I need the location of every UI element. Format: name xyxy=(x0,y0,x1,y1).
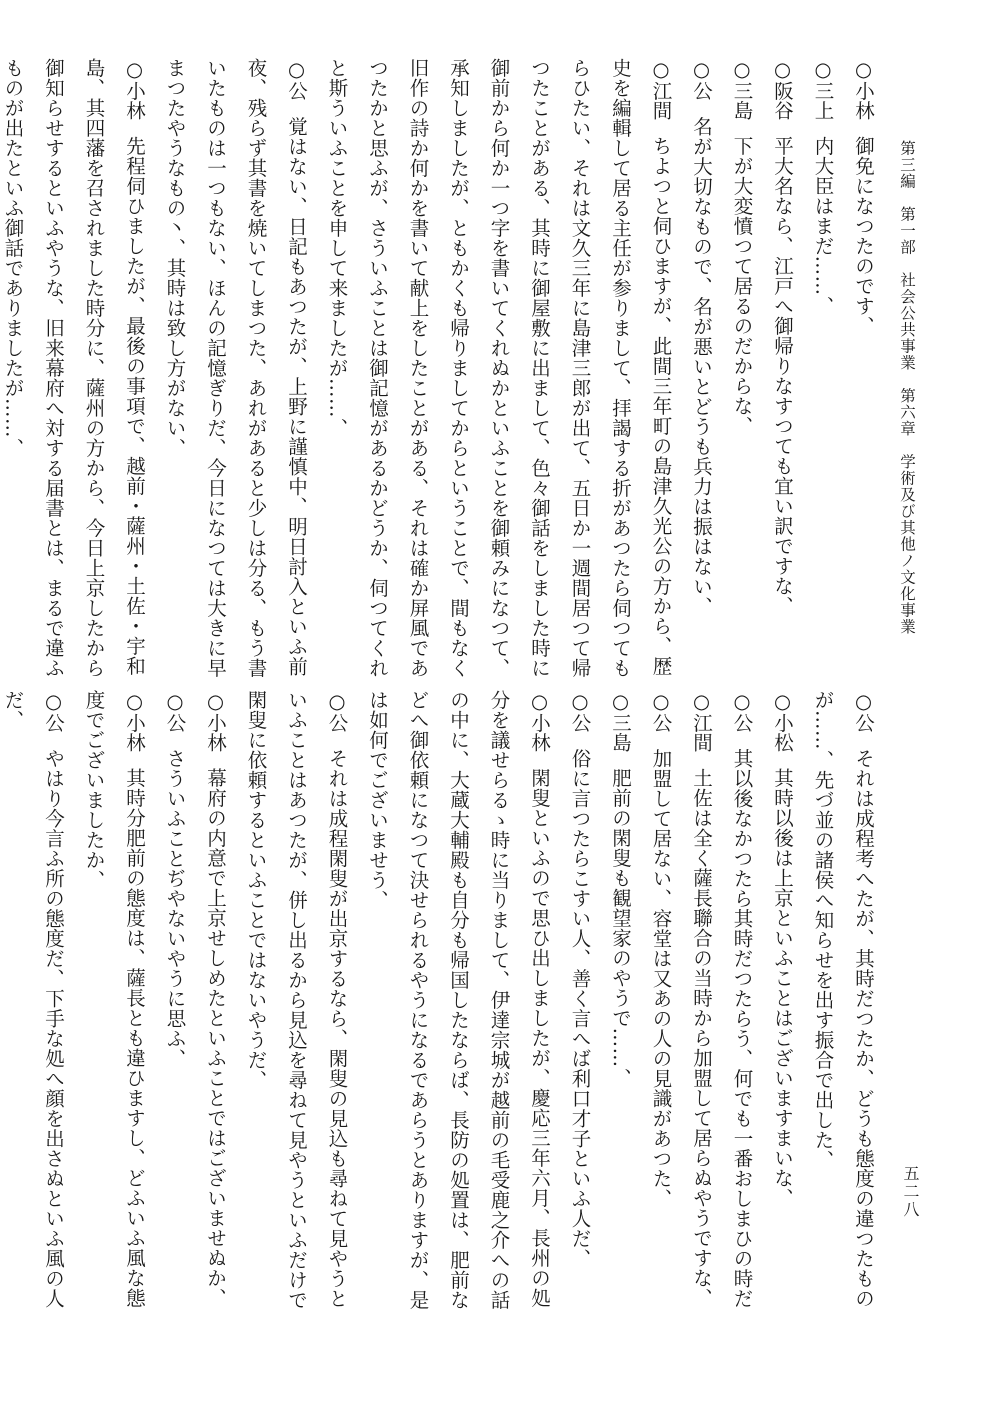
line-text: 閑叟といふので思ひ出しましたが、慶応三年六月、長州の処 xyxy=(528,767,551,1308)
text-line xyxy=(114,58,155,693)
line-text: 度でございましたか、 xyxy=(82,690,106,890)
text-line xyxy=(802,690,843,1310)
upper-text-block xyxy=(1,58,883,693)
line-text: 御免になつたのです、 xyxy=(852,135,875,336)
text-line xyxy=(478,690,519,1310)
text-line xyxy=(276,58,317,693)
text-line xyxy=(397,58,438,693)
line-text: が……、先づ並の諸侯へ知らせを出す振合で出した、 xyxy=(811,690,835,1170)
line-text: 肥前の閑叟も観望家のやうで……、 xyxy=(609,767,632,1088)
text-line xyxy=(357,58,398,693)
line-text: 覚はない、日記もあつたが、上野に謹慎中、明日討入といふ前 xyxy=(285,116,308,677)
speaker-label: ○公 xyxy=(285,58,308,101)
line-text: 土佐は全く薩長聯合の当時から加盟して居らぬやうですな、 xyxy=(690,767,713,1308)
lower-text-block xyxy=(1,690,883,1310)
line-text: つたことがある、其時に御屋敷に出まして、色々御話をしました時に xyxy=(528,58,551,678)
line-text: 内大臣はまだ……、 xyxy=(811,135,835,316)
text-line xyxy=(235,58,276,693)
line-text: それは成程考へたが、其時だつたか、どうも態度の違つたもの xyxy=(852,748,875,1309)
line-text: は如何でございませう、 xyxy=(366,690,389,910)
text-line xyxy=(195,690,236,1310)
line-text: 先程伺ひましたが、最後の事項で、越前・薩州・土佐・宇和 xyxy=(123,135,146,676)
speaker-label: ○小林 xyxy=(852,58,875,120)
text-line xyxy=(519,58,560,693)
text-line xyxy=(519,690,560,1310)
text-line xyxy=(357,690,398,1310)
text-line xyxy=(154,58,195,693)
line-text: 史を編輯して居る主任が参りまして、拝謁する折があつたら伺つても xyxy=(609,58,632,678)
text-line xyxy=(276,690,317,1310)
speaker-label: ○公 xyxy=(690,58,713,101)
text-line xyxy=(316,690,357,1310)
text-line xyxy=(762,58,803,693)
text-line xyxy=(478,58,519,693)
text-line xyxy=(33,690,74,1310)
line-text: 分を議せらるゝ時に当りまして、伊達宗城が越前の毛受鹿之介への話 xyxy=(487,690,511,1310)
text-line xyxy=(73,58,114,693)
text-line xyxy=(154,690,195,1310)
line-text: 其以後なかつたら其時だつたらう、何でも一番おしまひの時だ xyxy=(730,748,754,1309)
line-text: 其時分肥前の態度は、薩長とも違ひますし、どふいふ風な態 xyxy=(123,767,146,1308)
text-line xyxy=(681,58,722,693)
speaker-label: ○公 xyxy=(325,690,349,733)
text-line xyxy=(397,690,438,1310)
line-text: どへ御依頼になつて決せられるやうになるであらうとありますが、是 xyxy=(406,690,430,1310)
line-text: それは成程閑叟が出京するなら、閑叟の見込も尋ねて見やうと xyxy=(325,748,349,1309)
speaker-label: ○三上 xyxy=(811,58,835,120)
text-line xyxy=(559,58,600,693)
line-text: 夜、残らず其書を焼いてしまつた、あれがあると少しは分る、もう書 xyxy=(244,58,268,678)
line-text: 閑叟に依頼するといふことではないやうだ、 xyxy=(244,690,268,1090)
text-line xyxy=(33,58,74,693)
text-line xyxy=(640,690,681,1310)
text-line xyxy=(235,690,276,1310)
text-line xyxy=(843,58,884,693)
page-number: 五二八 xyxy=(901,1165,920,1219)
line-text: 承知しましたが、ともかくも帰りましてからということで、間もなく xyxy=(447,58,470,678)
text-line xyxy=(0,58,33,693)
line-text: 御前から何か一つ字を書いてくれぬかといふことを御頼みになつて、 xyxy=(487,58,511,678)
text-line xyxy=(681,690,722,1310)
text-line xyxy=(600,690,641,1310)
line-text: やはり今言ふ所の態度だ、下手な処へ顔を出さぬといふ風の人 xyxy=(42,748,65,1309)
line-text: さういふことぢやないやうに思ふ、 xyxy=(163,748,187,1069)
speaker-label: ○公 xyxy=(852,690,875,733)
line-text: 下が大変憤つて居るのだからな、 xyxy=(730,135,754,436)
speaker-label: ○公 xyxy=(730,690,754,733)
line-text: 島、其四藩を召されました時分に、薩州の方から、今日上京したから xyxy=(82,58,106,678)
line-text: らひたい、それは文久三年に島津三郎が出て、五日か一週間居つて帰 xyxy=(568,58,592,678)
line-text: ものが出たといふ御話でありましたが……、 xyxy=(1,58,25,458)
text-line xyxy=(73,690,114,1310)
speaker-label: ○公 xyxy=(568,690,592,733)
line-text: 御知らせするといふやうな、旧来幕府へ対する届書とは、まるで違ふ xyxy=(42,58,65,678)
text-line xyxy=(721,58,762,693)
speaker-label: ○小松 xyxy=(771,690,794,752)
text-line xyxy=(762,690,803,1310)
text-line xyxy=(600,58,641,693)
speaker-label: ○江間 xyxy=(690,690,713,752)
line-text: つたかと思ふが、さういふことは御記憶があるかどうか、伺つてくれ xyxy=(366,58,389,678)
line-text: だ、 xyxy=(1,690,25,730)
text-line xyxy=(438,690,479,1310)
line-text: 其時以後は上京といふことはございますまいな、 xyxy=(771,767,794,1208)
speaker-label: ○三島 xyxy=(609,690,632,752)
line-text: まつたやうなもの丶、其時は致し方がない、 xyxy=(163,58,187,458)
line-text: 名が大切なもので、名が悪いとどうも兵力は振はない、 xyxy=(690,116,713,617)
text-line xyxy=(802,58,843,693)
line-text: 幕府の内意で上京せしめたといふことではございませぬか、 xyxy=(204,767,227,1308)
speaker-label: ○公 xyxy=(649,690,673,733)
running-header: 第三編 第一部 社会公共事業 第六章 学術及び其他ノ文化事業 xyxy=(898,140,916,635)
speaker-label: ○阪谷 xyxy=(771,58,794,120)
speaker-label: ○三島 xyxy=(730,58,754,120)
speaker-label: ○小林 xyxy=(528,690,551,752)
text-line xyxy=(559,690,600,1310)
text-line xyxy=(195,58,236,693)
speaker-label: ○公 xyxy=(163,690,187,733)
text-line xyxy=(438,58,479,693)
text-line xyxy=(114,690,155,1310)
line-text: と斯ういふことを申して来ましたが……、 xyxy=(325,58,349,438)
speaker-label: ○公 xyxy=(42,690,65,733)
line-text: いふことはあつたが、併し出るから見込を尋ねて見やうといふだけで xyxy=(285,690,308,1310)
speaker-label: ○江間 xyxy=(649,58,673,120)
line-text: ちよつと伺ひますが、此間三年町の島津久光公の方から、歴 xyxy=(649,135,673,676)
line-text: の中に、大蔵大輔殿も自分も帰国したならば、長防の処置は、肥前な xyxy=(447,690,470,1310)
text-line xyxy=(640,58,681,693)
text-line xyxy=(316,58,357,693)
line-text: 加盟して居ない、容堂は又あの人の見識があつた、 xyxy=(649,748,673,1209)
text-line xyxy=(0,690,33,1310)
speaker-label: ○小林 xyxy=(204,690,227,752)
line-text: 旧作の詩か何かを書いて献上をしたことがある、それは確か屏風であ xyxy=(406,58,430,678)
line-text: 俗に言つたらこすい人、善く言へば利口才子といふ人だ、 xyxy=(568,748,592,1269)
text-line xyxy=(721,690,762,1310)
speaker-label: ○小林 xyxy=(123,690,146,752)
speaker-label: ○小林 xyxy=(123,58,146,120)
line-text: 平大名なら、江戸へ御帰りなすつても宜い訳ですな、 xyxy=(771,135,794,616)
text-line xyxy=(843,690,884,1310)
line-text: いたものは一つもない、ほんの記憶ぎりだ、今日になつては大きに早 xyxy=(204,58,227,678)
